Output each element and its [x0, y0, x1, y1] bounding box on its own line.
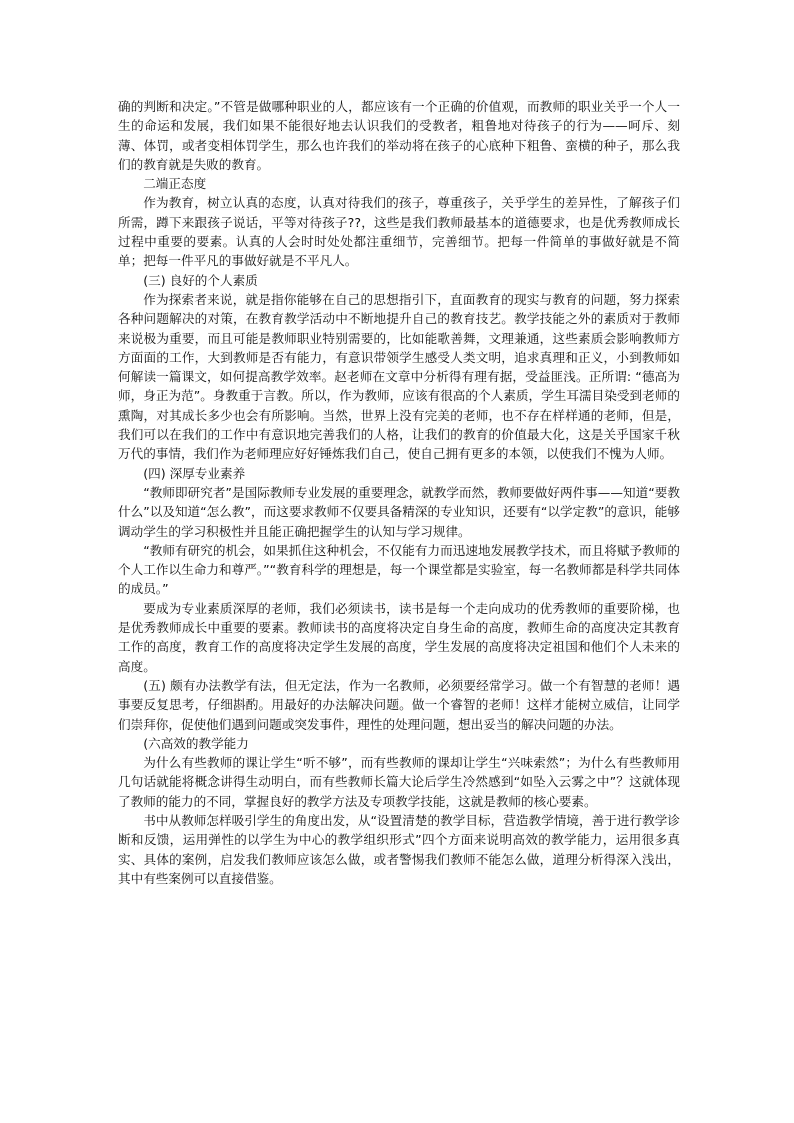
- paragraph-researcher: “教师即研究者”是国际教师专业发展的重要理念，就教学而然，教师要做好两件事——知道“要教什么”以及知道“怎么教”，而这要求教师不仅要具备精深的专业知识，还要有“以学定教”的意识，能够调动学生的学习积极性并且能正确把握学生的认知与学习规律。: [118, 484, 680, 539]
- paragraph-reading: 要成为专业素质深厚的老师，我们必须读书，读书是每一个走向成功的优秀教师的重要阶梯，也是优秀教师成长中重要的要素。教师读书的高度将决定自身生命的高度，教师生命的高度决定其教育工作的高度，教育工作的高度将决定学生发展的高度，学生发展的高度将决定祖国和他们个人未来的高度。: [118, 600, 680, 674]
- document-body: [118, 97, 680, 888]
- paragraph-book-summary: 书中从教师怎样吸引学生的角度出发，从“设置清楚的教学目标，营造教学情境，善于进行教学诊断和反馈，运用弹性的以学生为中心的教学组织形式”四个方面来说明高效的教学能力，运用很多真实、具体的案例，启发我们教师应该怎么做，或者警惕我们教师不能怎么做，道理分析得深入浅出，其中有些案例可以直接借鉴。: [118, 812, 680, 886]
- section-heading-6: (六高效的教学能力: [143, 735, 249, 751]
- section-heading-3: (三) 良好的个人素质: [143, 272, 258, 288]
- paragraph-methods: (五) 颇有办法教学有法，但无定法，作为一名教师，必须要经常学习。做一个有智慧的老师！遇事要反复思考，仔细斟酌。用最好的办法解决问题。做一个睿智的老师！这样才能树立威信，让同学们崇拜你，促使他们遇到问题或突发事件，理性的处理问题，想出妥当的解决问题的办法。: [118, 677, 680, 732]
- paragraph-teaching-ability: 为什么有些教师的课让学生“听不够”，而有些教师的课却让学生“兴味索然”；为什么有些教师用几句话就能将概念讲得生动明白，而有些教师长篇大论后学生冷然感到“如坠入云雾之中”？这就体现了教师的能力的不同，掌握良好的教学方法及专项教学技能，这就是教师的核心要素。: [118, 755, 680, 809]
- paragraph-attitude: 作为教育，树立认真的态度，认真对待我们的孩子，尊重孩子，关乎学生的差异性，了解孩子们所需，蹲下来跟孩子说话，平等对待孩子??，这些是我们教师最基本的道德要求，也是优秀教师成长过程中重要的要素。认真的人会时时处处都注重细节，完善细节。把每一件简单的事做好就是不简单；把每一件平凡的事做好就是不平凡人。: [118, 195, 680, 269]
- section-heading-4: (四) 深厚专业素养: [143, 465, 246, 481]
- paragraph-research-quote: “教师有研究的机会，如果抓住这种机会，不仅能有力而迅速地发展教学技术，而且将赋予教师的个人工作以生命力和尊严。”“教育科学的理想是，每一个课堂都是实验室，每一名教师都是科学共同体的成员。”: [118, 542, 680, 597]
- paragraph-opening: 确的判断和决定。”不管是做哪种职业的人，都应该有一个正确的价值观，而教师的职业关乎一个人一生的命运和发展，我们如果不能很好地去认识我们的受教者，粗鲁地对待孩子的行为——呵斥、刻薄、体罚，或者变相体罚学生，那么也许我们的举动将在孩子的心底种下粗鲁、蛮横的种子，那么我们的教育就是失败的教育。: [118, 99, 680, 172]
- section-heading-2: 二端正态度: [143, 176, 207, 192]
- paragraph-personal-quality: 作为探索者来说，就是指你能够在自己的思想指引下，直面教育的现实与教育的问题，努力探索各种问题解决的对策，在教育教学活动中不断地提升自己的教育技艺。教学技能之外的素质对于教师来说极为重要，而且可能是教师职业特别需要的，比如能歌善舞，文理兼通，这些素质会影响教师方方面面的工作，大到教师是否有能力，有意识带领学生感受人类文明，追求真理和正义，小到教师如何解读一篇课文，如何提高教学效率。赵老师在文章中分析得有理有据，受益匪浅。正所谓: “德高为师，身正为范”。身教重于言教。所以，作为教师，应该有很高的个人素质，学生耳濡目染受到老师的熏陶，对其成长多少也会有所影响。当然，世界上没有完美的老师，也不存在样样通的老师，但是，我们可以在我们的工作中有意识地完善我们的人格，让我们的教育的价值最大化，这是关乎国家千秋万代的事情，我们作为老师理应好好锤炼我们自己，使自己拥有更多的本领，以使我们不愧为人师。: [118, 291, 680, 462]
